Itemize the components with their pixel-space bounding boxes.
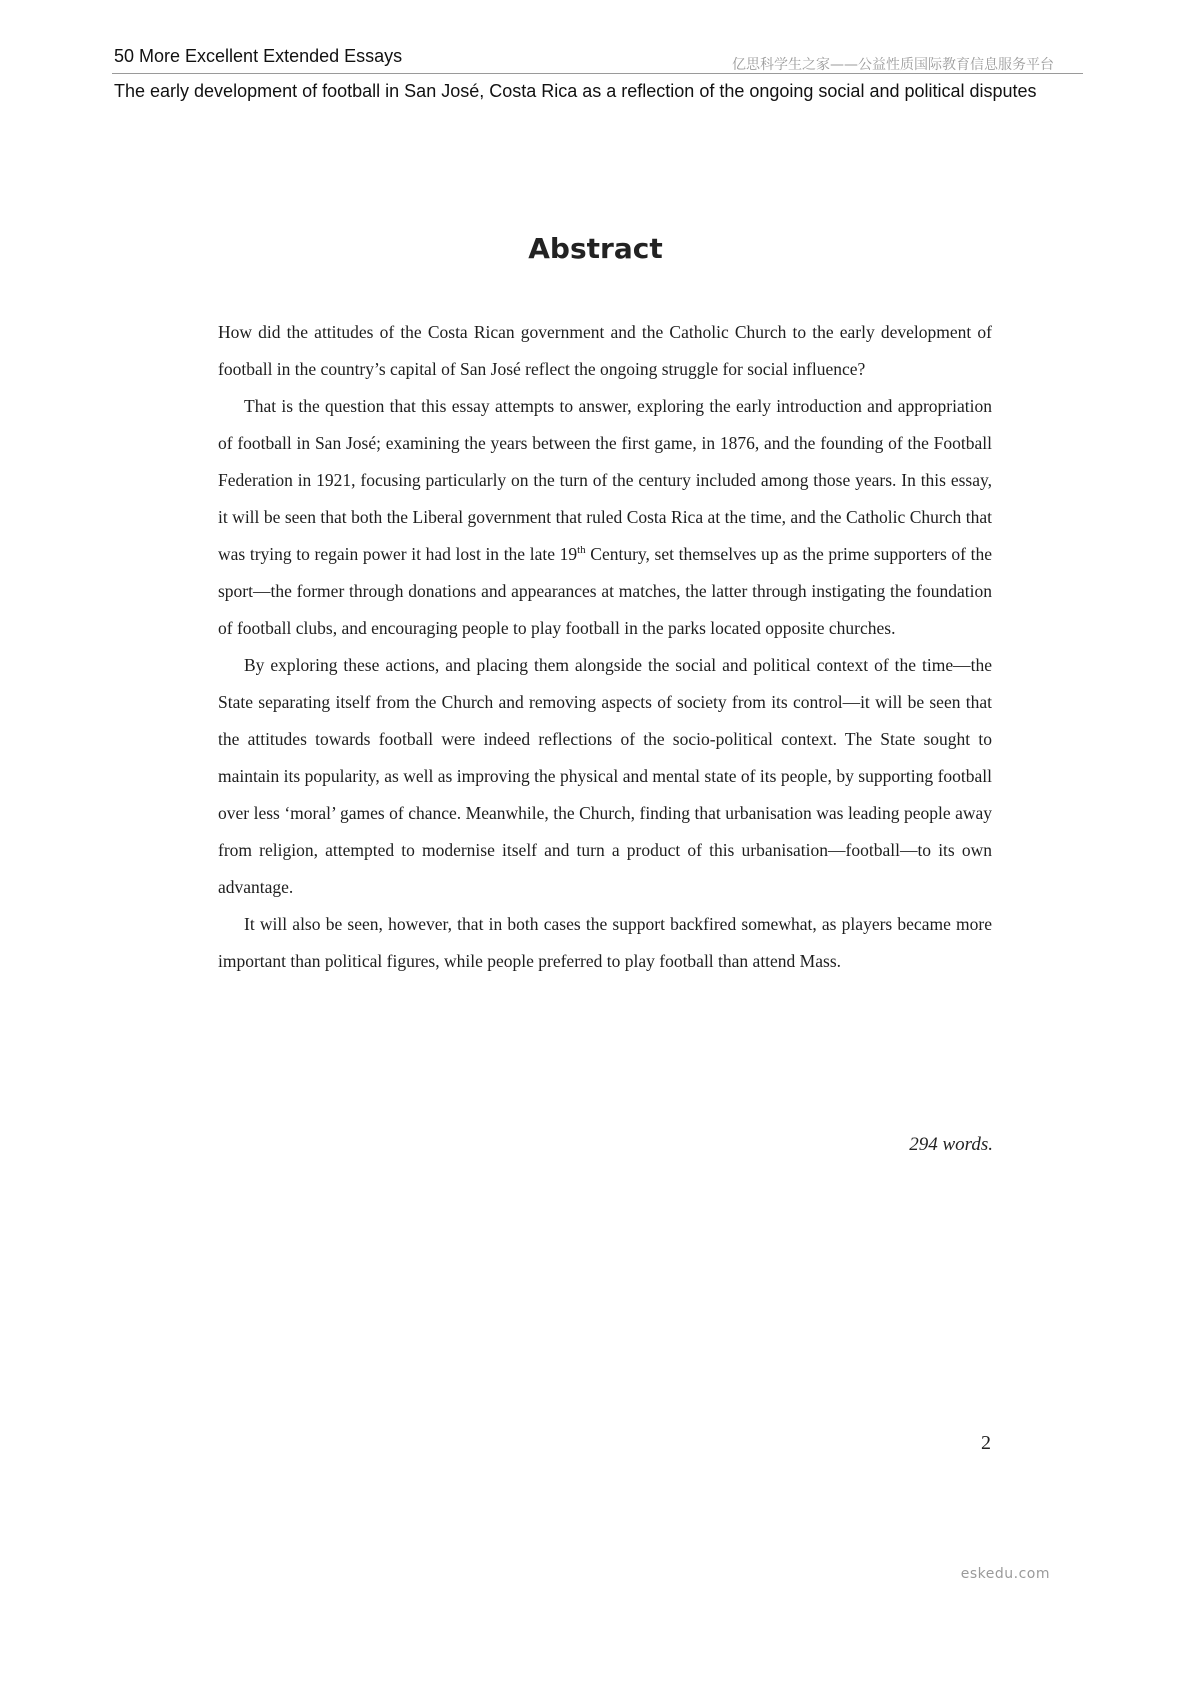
essay-title: The early development of football in San José, Costa Rica as a reflection of the ongoing social and political disputes [114, 81, 1037, 101]
watermark: eskedu.com [960, 1566, 1050, 1582]
word-count: 294 words. [909, 1134, 993, 1155]
abstract-paragraph-2-part-1: That is the question that this essay attempts to answer, exploring the early introduction and appropriation of football in San José; examining the years between the first game, in 1876, and the founding of the Football Federation in 1921, focusing particularly on the turn of the century included among those years. In this essay, it will be seen that both the Liberal government that ruled Costa Rica at the time, and the Catholic Church that was trying to regain power it had lost in the late 19 [218, 396, 992, 564]
ordinal-suffix: th [577, 544, 586, 557]
abstract-heading: Abstract [528, 232, 663, 265]
abstract-paragraph-4: It will also be seen, however, that in both cases the support backfired somewhat, as players became more important than political figures, while people preferred to play football than attend Mass. [218, 914, 992, 971]
abstract-paragraph-2-part-2: Century, set themselves up as the prime supporters of the sport—the former through donations and appearances at matches, the latter through instigating the foundation of football clubs, and encouraging people to play football in the parks located opposite churches. [218, 544, 992, 638]
abstract-body [218, 314, 992, 980]
book-title: 50 More Excellent Extended Essays [114, 46, 403, 66]
site-tagline: 亿思科学生之家——公益性质国际教育信息服务平台 [732, 57, 1054, 73]
header-divider [112, 73, 1083, 74]
page-number: 2 [981, 1432, 991, 1454]
abstract-paragraph-1: How did the attitudes of the Costa Rican government and the Catholic Church to the early development of football in the country’s capital of San José reflect the ongoing struggle for social influence? [218, 322, 992, 379]
abstract-paragraph-3: By exploring these actions, and placing them alongside the social and political context of the time—the State separating itself from the Church and removing aspects of society from its control—it will be seen that the attitudes towards football were indeed reflections of the socio-political context. The State sought to maintain its popularity, as well as improving the physical and mental state of its people, by supporting football over less ‘moral’ games of chance. Meanwhile, the Church, finding that urbanisation was leading people away from religion, attempted to modernise itself and turn a product of this urbanisation—football—to its own advantage. [218, 655, 992, 897]
abstract-paragraph-2 [218, 388, 992, 647]
